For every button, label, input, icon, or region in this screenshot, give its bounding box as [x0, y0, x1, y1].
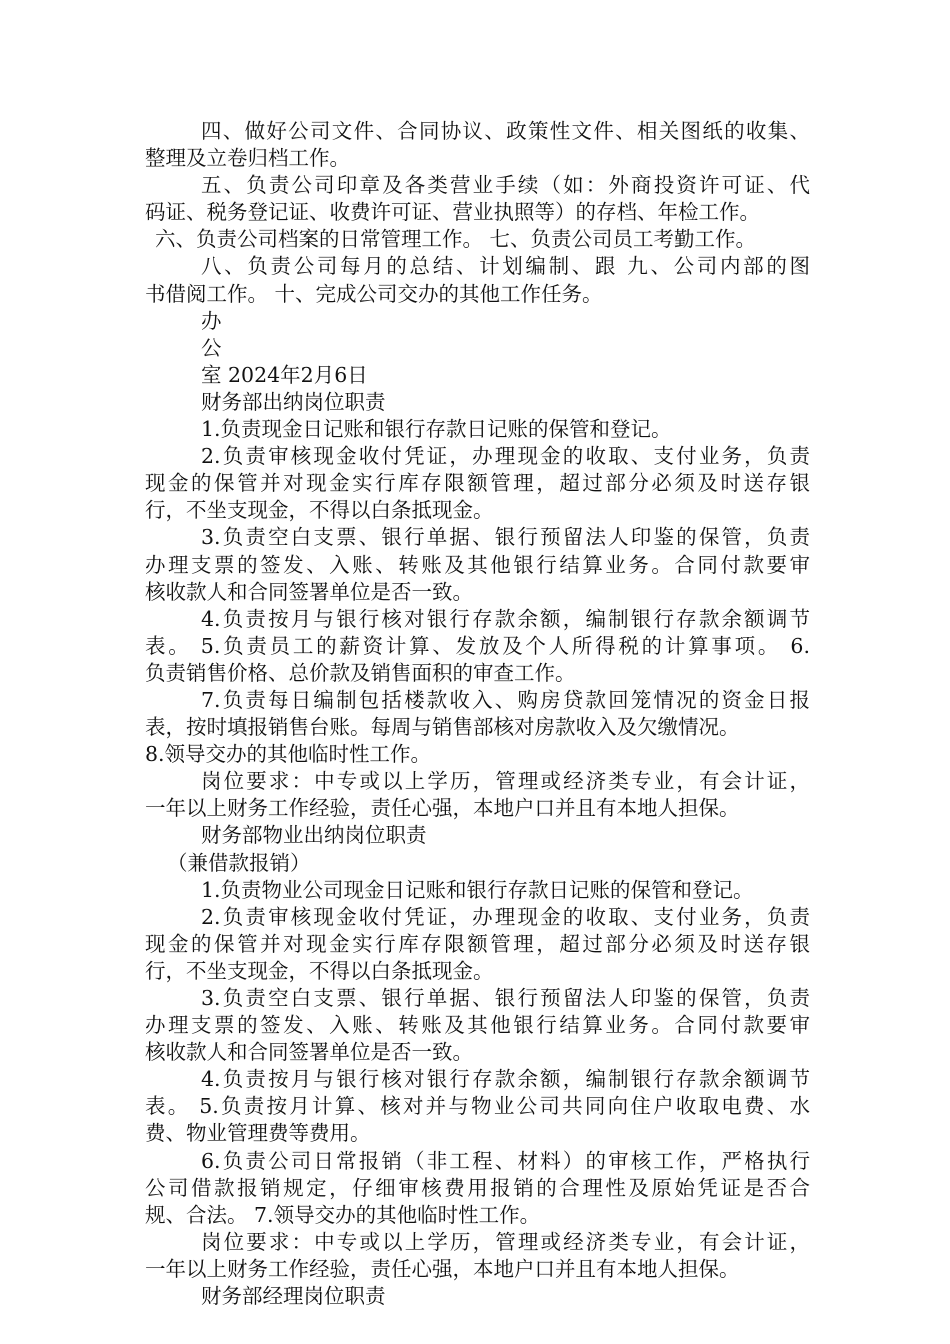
- duty-line: 8.领导交办的其他临时性工作。: [145, 742, 432, 767]
- requirement-line: 岗位要求：中专或以上学历，管理或经济类专业，有会计证，: [201, 1229, 810, 1254]
- section-heading: 财务部经理岗位职责: [201, 1284, 386, 1309]
- signature-date: 室 2024年2月6日: [201, 362, 368, 387]
- duty-line: 表。 5.负责员工的薪资计算、发放及个人所得税的计算事项。 6.: [145, 633, 810, 658]
- document-page: [145, 118, 810, 1310]
- duty-line: 费、物业管理费等费用。: [145, 1121, 371, 1146]
- duty-line: 表，按时填报销售台账。每周与销售部核对房款收入及欠缴情况。: [145, 715, 740, 740]
- signature-line: 公: [201, 335, 222, 360]
- section-heading: 财务部物业出纳岗位职责: [201, 823, 427, 848]
- duty-line: 五、负责公司印章及各类营业手续（如：外商投资许可证、代: [201, 173, 810, 198]
- duty-line: 行，不坐支现金，不得以白条抵现金。: [145, 498, 494, 523]
- duty-line: 行，不坐支现金，不得以白条抵现金。: [145, 958, 494, 983]
- duty-line: 码证、税务登记证、收费许可证、营业执照等）的存档、年检工作。: [145, 200, 760, 225]
- duty-line: 3.负责空白支票、银行单据、银行预留法人印鉴的保管，负责: [201, 986, 810, 1010]
- duty-line: 1.负责物业公司现金日记账和银行存款日记账的保管和登记。: [201, 877, 754, 902]
- duty-line: 核收款人和合同签署单位是否一致。: [145, 1040, 473, 1065]
- signature-line: 办: [201, 308, 222, 333]
- duty-line: 办理支票的签发、入账、转账及其他银行结算业务。合同付款要审: [145, 1013, 810, 1038]
- duty-line: 规、合法。 7.领导交办的其他临时性工作。: [145, 1202, 541, 1227]
- requirement-line: 一年以上财务工作经验，责任心强，本地户口并且有本地人担保。: [145, 1256, 740, 1281]
- duty-line: 4.负责按月与银行核对银行存款余额，编制银行存款余额调节: [201, 606, 810, 631]
- duty-line: 整理及立卷归档工作。: [145, 146, 350, 171]
- duty-line: 表。 5.负责按月计算、核对并与物业公司共同向住户收取电费、水: [145, 1094, 810, 1119]
- duty-line: 负责销售价格、总价款及销售面积的审查工作。: [145, 660, 576, 685]
- duty-line: 办理支票的签发、入账、转账及其他银行结算业务。合同付款要审: [145, 552, 810, 577]
- duty-line: 2.负责审核现金收付凭证，办理现金的收取、支付业务，负责: [201, 444, 810, 469]
- requirement-line: 一年以上财务工作经验，责任心强，本地户口并且有本地人担保。: [145, 796, 740, 821]
- duty-line: 公司借款报销规定，仔细审核费用报销的合理性及原始凭证是否合: [145, 1175, 810, 1200]
- duty-line: 书借阅工作。 十、完成公司交办的其他工作任务。: [145, 281, 603, 306]
- duty-line: 四、做好公司文件、合同协议、政策性文件、相关图纸的收集、: [201, 119, 810, 143]
- duty-line: 4.负责按月与银行核对银行存款余额，编制银行存款余额调节: [201, 1067, 810, 1092]
- duty-line: 核收款人和合同签署单位是否一致。: [145, 579, 473, 604]
- duty-line: 7.负责每日编制包括楼款收入、购房贷款回笼情况的资金日报: [201, 687, 810, 712]
- duty-line: 现金的保管并对现金实行库存限额管理，超过部分必须及时送存银: [145, 471, 810, 496]
- duty-line: 2.负责审核现金收付凭证，办理现金的收取、支付业务，负责: [201, 904, 810, 929]
- duty-line: 六、负责公司档案的日常管理工作。 七、负责公司员工考勤工作。: [155, 227, 757, 252]
- duty-line: 现金的保管并对现金实行库存限额管理，超过部分必须及时送存银: [145, 931, 810, 956]
- duty-line: 1.负责现金日记账和银行存款日记账的保管和登记。: [201, 417, 672, 442]
- section-heading: 财务部出纳岗位职责: [201, 389, 386, 414]
- duty-line: 6.负责公司日常报销（非工程、材料）的审核工作，严格执行: [201, 1148, 810, 1173]
- requirement-line: 岗位要求：中专或以上学历，管理或经济类专业，有会计证，: [201, 769, 810, 794]
- duty-line: 八、负责公司每月的总结、计划编制、跟 九、公司内部的图: [201, 254, 810, 279]
- duty-line: 3.负责空白支票、银行单据、银行预留法人印鉴的保管，负责: [201, 525, 810, 550]
- section-subheading: （兼借款报销）: [167, 850, 311, 875]
